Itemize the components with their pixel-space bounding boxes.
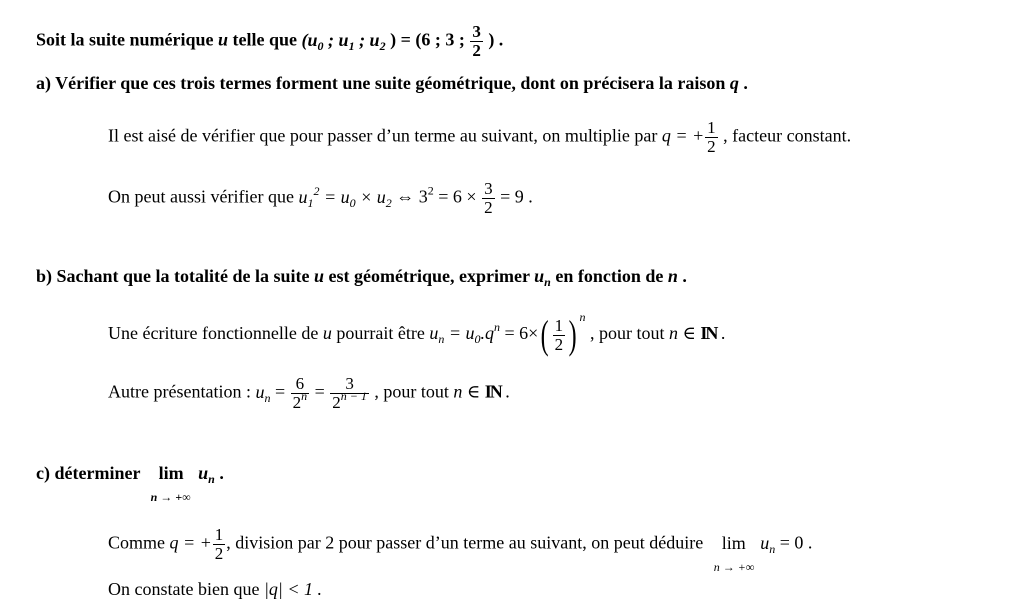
text: On peut aussi vérifier que bbox=[108, 186, 294, 207]
n: n bbox=[667, 266, 678, 286]
u0: (u bbox=[301, 29, 318, 50]
text: Une écriture fonctionnelle de bbox=[108, 323, 319, 344]
fraction bbox=[553, 317, 566, 354]
text-mid: pourrait être bbox=[336, 323, 425, 344]
u: u bbox=[760, 532, 770, 553]
numerator: 3 bbox=[345, 374, 354, 393]
eq: = 6 × bbox=[438, 186, 477, 207]
text-end: , pour tout bbox=[374, 381, 449, 402]
fraction bbox=[330, 375, 369, 412]
sub: 2 bbox=[385, 195, 392, 210]
part-b-line-2 bbox=[108, 375, 510, 412]
sub: 2 bbox=[379, 38, 386, 53]
limit bbox=[150, 463, 191, 504]
eq: = u bbox=[323, 186, 350, 207]
text: Il est aisé de vérifier que pour passer d’un terme au suivant, on multiplie par bbox=[108, 125, 658, 146]
numerator: 6 bbox=[295, 374, 305, 393]
sup: n bbox=[579, 310, 586, 325]
abs-q-expr: |q| < 1 . bbox=[263, 579, 322, 599]
text-end: = 9 . bbox=[500, 186, 533, 207]
sub: n bbox=[208, 472, 215, 486]
part-c-line-2 bbox=[108, 579, 322, 599]
times: × u bbox=[360, 186, 386, 207]
heading-text: b) Sachant que la totalité de la suite bbox=[36, 266, 310, 286]
sub: 0 bbox=[474, 332, 481, 347]
heading-text: c) déterminer bbox=[36, 463, 141, 483]
sup: 2 bbox=[313, 183, 320, 198]
denominator: 2 bbox=[554, 334, 564, 354]
u: u bbox=[298, 186, 308, 207]
dot: . bbox=[682, 266, 687, 286]
part-c-line-1 bbox=[108, 525, 813, 574]
dot: . bbox=[720, 323, 726, 344]
limit-subscript: n → +∞ bbox=[150, 490, 191, 504]
heading-text: a) Vérifier que ces trois termes forment une suite géométrique, dont on précisera la raison bbox=[36, 73, 726, 93]
denominator: 2 bbox=[484, 198, 493, 217]
sub: 0 bbox=[349, 195, 356, 210]
intro-text: Soit la suite numérique bbox=[36, 29, 214, 50]
text: On constate bien que bbox=[108, 579, 260, 599]
part-c-heading bbox=[36, 463, 224, 504]
base: 2 bbox=[292, 393, 302, 412]
sub: n bbox=[769, 541, 776, 556]
heading-end: en fonction de bbox=[555, 266, 664, 286]
eq: = bbox=[274, 381, 286, 402]
un: u bbox=[534, 266, 545, 286]
ratio-expr: q = + bbox=[169, 532, 212, 553]
fraction bbox=[213, 526, 226, 563]
u2: ; u bbox=[359, 29, 380, 50]
numerator: 1 bbox=[214, 525, 224, 544]
sub: n bbox=[264, 390, 271, 405]
base: 2 bbox=[332, 393, 341, 412]
eq: = u bbox=[448, 323, 475, 344]
numerator: 3 bbox=[472, 22, 481, 41]
intro-eq: ) = (6 ; 3 ; bbox=[390, 29, 465, 50]
sup: 2 bbox=[427, 183, 434, 198]
fraction bbox=[470, 23, 483, 60]
intro-end: ) . bbox=[488, 29, 504, 50]
u1: ; u bbox=[328, 29, 349, 50]
sub: n bbox=[438, 332, 445, 347]
part-a-line-1 bbox=[108, 119, 851, 156]
ratio-symbol: q bbox=[729, 73, 739, 93]
sup: n bbox=[301, 389, 308, 403]
sub: 1 bbox=[348, 38, 355, 53]
sequence-symbol: u bbox=[218, 29, 229, 50]
right-paren: ) bbox=[568, 312, 577, 357]
numerator: 1 bbox=[707, 118, 716, 137]
dot: . bbox=[505, 381, 510, 402]
fraction bbox=[705, 119, 718, 156]
sup: n bbox=[494, 320, 501, 335]
part-a-line-2 bbox=[108, 180, 533, 217]
u: u bbox=[255, 381, 265, 402]
denominator: 2 bbox=[472, 41, 481, 60]
text: Comme bbox=[108, 532, 165, 553]
sub: 0 bbox=[317, 38, 324, 53]
naturals-symbol: IN bbox=[700, 323, 717, 344]
u: u bbox=[322, 323, 332, 344]
denominator bbox=[291, 389, 310, 412]
sub: 1 bbox=[307, 195, 314, 210]
fraction bbox=[482, 180, 495, 217]
heading-mid: est géométrique, exprimer bbox=[328, 266, 530, 286]
lim: lim bbox=[158, 463, 184, 483]
six: = 6× bbox=[504, 323, 539, 344]
limit bbox=[713, 532, 755, 574]
sequence-symbol: u bbox=[314, 266, 325, 286]
numerator: 1 bbox=[554, 315, 564, 335]
denominator: 2 bbox=[707, 137, 716, 156]
ratio-expr: q = + bbox=[661, 125, 705, 146]
q: .q bbox=[480, 323, 495, 344]
eq: = bbox=[314, 381, 325, 402]
intro-line bbox=[36, 23, 503, 60]
part-b-heading bbox=[36, 266, 687, 289]
limit-subscript: n → +∞ bbox=[713, 559, 755, 574]
heading-end: . bbox=[743, 73, 748, 93]
sup: n − 1 bbox=[340, 389, 367, 403]
lim: lim bbox=[721, 532, 746, 553]
part-b-line-1 bbox=[108, 310, 726, 357]
u: u bbox=[198, 463, 209, 483]
three: 3 bbox=[418, 186, 428, 207]
fraction bbox=[291, 375, 310, 412]
text-end: , pour tout bbox=[589, 323, 665, 344]
left-paren: ( bbox=[540, 312, 549, 357]
denominator bbox=[330, 389, 369, 412]
n-in: n ∈ bbox=[668, 323, 696, 344]
text-end: , facteur constant. bbox=[723, 125, 852, 146]
u: u bbox=[429, 323, 439, 344]
denominator: 2 bbox=[214, 544, 224, 563]
part-a-heading bbox=[36, 73, 748, 93]
text-mid: , division par 2 pour passer d’un terme au suivant, on peut déduire bbox=[226, 532, 704, 553]
text-end: = 0 . bbox=[779, 532, 813, 553]
text: Autre présentation : bbox=[108, 381, 251, 402]
intro-text-b: telle que bbox=[232, 29, 298, 50]
naturals-symbol: IN bbox=[484, 381, 501, 402]
dot: . bbox=[219, 463, 224, 483]
equivalence-symbol: ⇔ bbox=[396, 186, 415, 207]
numerator: 3 bbox=[484, 179, 493, 198]
n-in: n ∈ bbox=[453, 381, 481, 402]
sub: n bbox=[544, 275, 551, 289]
